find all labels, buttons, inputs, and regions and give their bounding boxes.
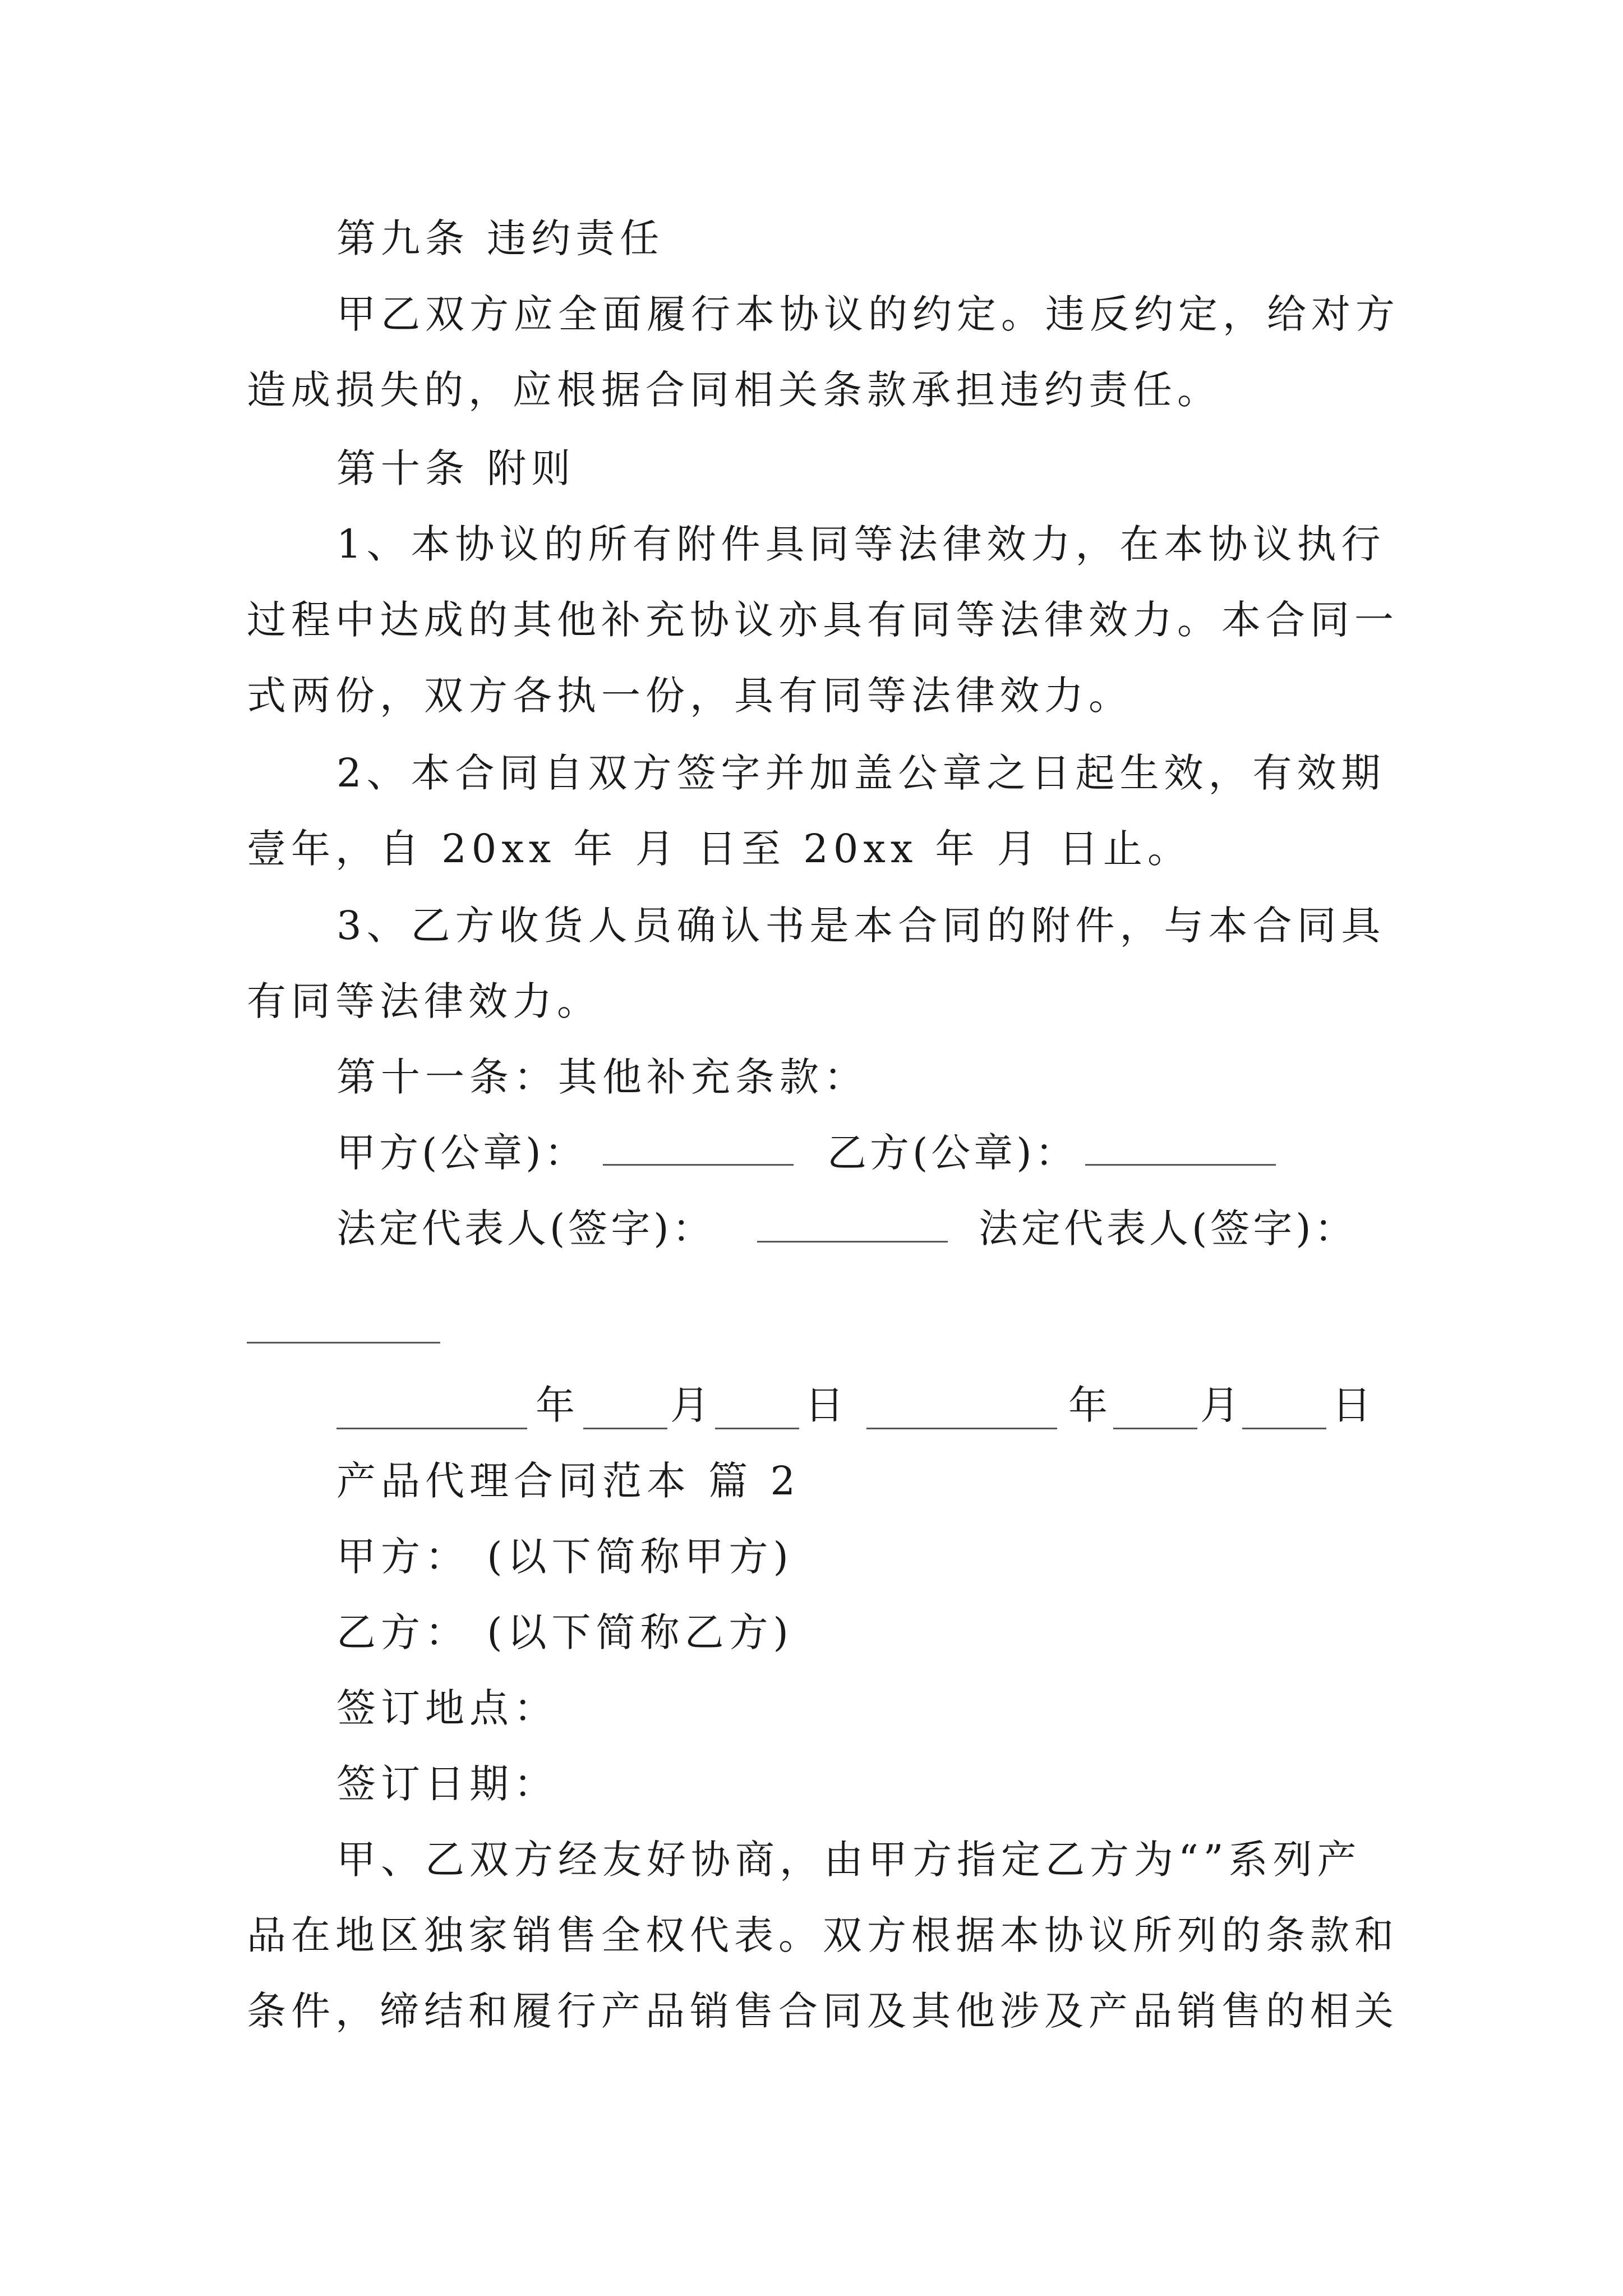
article-10-item-1-line-3: 式两份，双方各执一份，具有同等法律效力。 (247, 673, 1133, 719)
article-10-title: 第十条 附则 (336, 445, 576, 491)
article-10-item-1-line-2: 过程中达成的其他补充协议亦具有同等法律效力。本合同一 (247, 597, 1399, 643)
party-a-line: 甲方： (以下简称甲方) (336, 1534, 794, 1580)
party-b-year-blank (866, 1428, 1057, 1429)
party-a-seal-label: 甲方(公章)： (336, 1130, 587, 1176)
article-9-text-line-2: 造成损失的，应根据合同相关条款承担违约责任。 (247, 367, 1221, 413)
party-b-representative-blank (247, 1342, 440, 1343)
article-10-item-1-line-1: 1、本协议的所有附件具同等法律效力，在本协议执行 (336, 521, 1386, 567)
article-11-title: 第十一条：其他补充条款： (336, 1054, 868, 1100)
party-b-representative-label: 法定代表人(签字)： (979, 1205, 1357, 1251)
party-a-day-label: 日 (805, 1382, 847, 1428)
sign-date-line: 签订日期： (336, 1761, 558, 1807)
article-10-item-3-line-2: 有同等法律效力。 (247, 978, 601, 1024)
party-a-representative-label: 法定代表人(签字)： (336, 1205, 715, 1251)
article-10-item-2-line-1: 2、本合同自双方签字并加盖公章之日起生效，有效期 (336, 750, 1386, 796)
article-9-text-line-1: 甲乙双方应全面履行本协议的约定。违反约定，给对方 (336, 291, 1400, 337)
party-a-month-label: 月 (670, 1382, 713, 1428)
party-b-year-label: 年 (1068, 1382, 1111, 1428)
party-a-seal-blank (603, 1164, 794, 1166)
article-10-item-2-line-2: 壹年，自 20xx 年 月 日至 20xx 年 月 日止。 (247, 826, 1192, 872)
intro-line-3: 条件，缔结和履行产品销售合同及其他涉及产品销售的相关 (247, 1988, 1399, 2034)
party-b-line: 乙方： (以下简称乙方) (336, 1609, 794, 1655)
party-a-representative-blank (757, 1241, 948, 1243)
party-b-seal-blank (1085, 1164, 1276, 1166)
article-9-title: 第九条 违约责任 (336, 215, 665, 261)
party-b-month-label: 月 (1200, 1382, 1243, 1428)
article-10-item-3-line-1: 3、乙方收货人员确认书是本合同的附件，与本合同具 (336, 903, 1386, 949)
party-a-year-blank (336, 1428, 527, 1429)
party-b-month-blank (1113, 1428, 1197, 1429)
party-b-day-label: 日 (1332, 1382, 1375, 1428)
party-a-month-blank (583, 1428, 667, 1429)
party-a-day-blank (715, 1428, 799, 1429)
part-2-title: 产品代理合同范本 篇 2 (336, 1458, 801, 1504)
party-b-day-blank (1242, 1428, 1326, 1429)
party-a-year-label: 年 (536, 1382, 578, 1428)
intro-line-2: 品在地区独家销售全权代表。双方根据本协议所列的条款和 (247, 1912, 1399, 1958)
sign-place-line: 签订地点： (336, 1685, 558, 1731)
intro-line-1: 甲、乙双方经友好协商，由甲方指定乙方为“”系列产 (336, 1837, 1362, 1883)
party-b-seal-label: 乙方(公章)： (827, 1130, 1078, 1176)
